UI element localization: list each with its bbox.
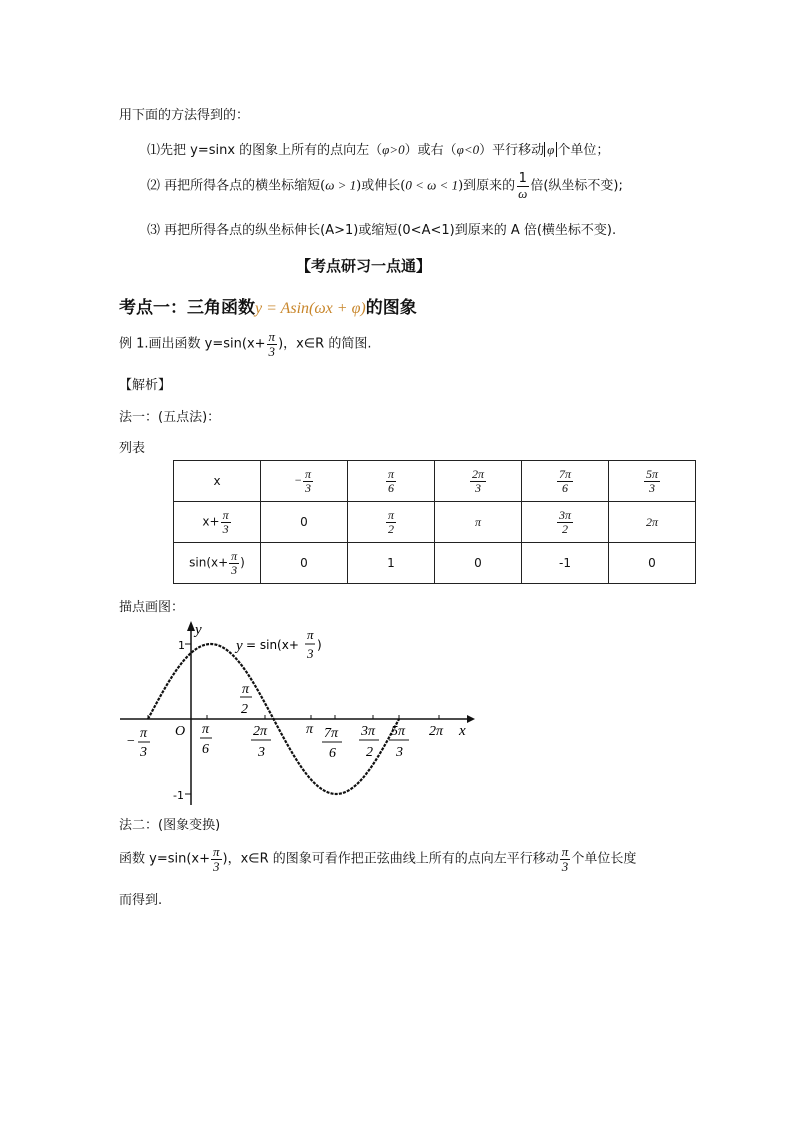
tick-5pi3-den: 3 xyxy=(396,745,403,760)
example-frac: $\frac{\pi}{3}$ xyxy=(268,329,276,359)
tick-pi6-num: π xyxy=(202,722,210,737)
step-2-text-3: 到原来的 xyxy=(463,178,516,194)
origin-label: O xyxy=(175,724,186,739)
curve-label-num: π xyxy=(307,627,314,642)
five-point-table xyxy=(173,460,696,584)
phi-positive: φ>0 xyxy=(382,142,405,157)
pi-half-num: π xyxy=(242,682,250,697)
y-minus-one-label: -1 xyxy=(173,789,184,802)
step-1-text-2: ）或右（ xyxy=(404,143,457,158)
step-2-text-2: 或伸长 xyxy=(361,178,401,194)
analysis-label: 【解析】 xyxy=(119,378,172,393)
conclusion-text-3: 个单位长度 xyxy=(571,851,637,867)
step-2-text: ⑵ 再把所得各点的横坐标缩短 xyxy=(147,178,321,194)
x-axis-label: x xyxy=(459,723,466,739)
sine-graph xyxy=(115,615,475,810)
kaodian-label: 考点一：三角函数 xyxy=(119,298,255,318)
example-1 xyxy=(119,330,371,358)
y-one-label: 1 xyxy=(178,639,185,652)
conclusion-frac-2: $\frac{\pi}{3}$ xyxy=(561,844,569,874)
step-2-text-4: 倍(纵坐标不变); xyxy=(530,178,623,194)
conclusion-text: 函数 y=sin(x+ xyxy=(119,851,211,867)
table-cell: 1 xyxy=(348,543,435,584)
omega-gt-1: ω > 1 xyxy=(325,177,357,193)
tick-3pi2-num: 3π xyxy=(361,724,376,739)
pi-half-den: 2 xyxy=(241,702,248,717)
table-row xyxy=(174,543,696,584)
curve-label-text: = sin(x+ xyxy=(246,638,299,652)
table-cell: $\frac{7\pi}{6}$ xyxy=(522,461,609,502)
table-cell: 0 xyxy=(261,543,348,584)
table-cell: x+ $\frac{\pi}{3}$ xyxy=(174,502,261,543)
tick-2pi: 2π xyxy=(429,724,444,739)
table-cell: x xyxy=(174,461,261,502)
tick-m-pi3-den: 3 xyxy=(140,745,147,760)
kaodian-suffix: 的图象 xyxy=(365,298,417,318)
intro-line: 用下面的方法得到的： xyxy=(119,108,250,123)
x-axis-arrow xyxy=(467,715,475,723)
table-row xyxy=(174,502,696,543)
tick-5pi3-num: 5π xyxy=(391,724,406,739)
conclusion-frac: $\frac{\pi}{3}$ xyxy=(213,844,220,874)
table-cell: 0 xyxy=(435,543,522,584)
table-cell: − $\frac{\pi}{3}$ xyxy=(261,461,348,502)
tick-7pi6-num: 7π xyxy=(324,726,339,741)
tick-minus-sign: − xyxy=(126,734,136,749)
tick-2pi3-den: 3 xyxy=(258,745,265,760)
abs-phi: φ xyxy=(544,142,557,157)
kaodian-heading xyxy=(119,293,417,318)
omega-range: 0 < ω < 1 xyxy=(405,177,459,193)
step-1-text-4: 个单位； xyxy=(557,143,610,158)
y-axis-arrow xyxy=(187,621,195,631)
table-cell: 0 xyxy=(261,502,348,543)
table-cell: $\frac{\pi}{6}$ xyxy=(348,461,435,502)
tick-3pi2-den: 2 xyxy=(366,745,373,760)
table-cell: -1 xyxy=(522,543,609,584)
plot-title: 描点画图： xyxy=(119,600,185,615)
conclusion-text-2: )，x∈R 的图象可看作把正弦曲线上所有的点向左平行移动 xyxy=(222,851,559,867)
y-axis-label: y xyxy=(195,622,202,638)
table-row xyxy=(174,461,696,502)
curve-label-den: 3 xyxy=(307,646,314,661)
step-1 xyxy=(147,139,609,158)
tick-2pi3-num: 2π xyxy=(253,724,268,739)
curve-label-y: y xyxy=(236,638,243,654)
tick-pi6-den: 6 xyxy=(202,742,209,757)
table-cell: π xyxy=(435,502,522,543)
example-text-2: )，x∈R 的简图. xyxy=(278,336,372,352)
step-1-text: ⑴先把 y=sinx 的图象上所有的点向左（ xyxy=(147,143,383,158)
table-cell: sin(x+ $\frac{\pi}{3}$ ) xyxy=(174,543,261,584)
table-cell: $\frac{5\pi}{3}$ xyxy=(609,461,696,502)
conclusion-line-2: 而得到. xyxy=(119,893,163,908)
phi-negative: φ<0 xyxy=(456,142,480,157)
tick-pi: π xyxy=(306,722,314,737)
table-cell: $\frac{2\pi}{3}$ xyxy=(435,461,522,502)
curve-label-close: ) xyxy=(317,638,322,652)
table-cell: $\frac{3\pi}{2}$ xyxy=(522,502,609,543)
method-2: 法二：(图象变换) xyxy=(119,818,221,833)
step-3: ⑶ 再把所得各点的纵坐标伸长(A>1)或缩短(0<A<1)到原来的 A 倍(横坐标不变). xyxy=(147,223,617,238)
step-2: ⑵ 再把所得各点的横坐标缩短(ω > 1)或伸长(0 < ω < 1)到原来的 $\frac{1}{\omega}$ 倍(纵坐标不变); xyxy=(147,171,623,201)
conclusion-line-1 xyxy=(119,845,636,873)
example-text: 例 1.画出函数 y=sin(x+ xyxy=(119,336,266,352)
tick-m-pi3-num: π xyxy=(140,726,148,741)
step-1-text-3: ）平行移动 xyxy=(479,143,545,158)
tick-7pi6-den: 6 xyxy=(329,746,336,761)
list-label: 列表 xyxy=(119,441,146,456)
table-cell: 2π xyxy=(609,502,696,543)
kaodian-formula: y = Asin(ωx + φ) xyxy=(255,300,366,317)
table-cell: 0 xyxy=(609,543,696,584)
method-1: 法一：(五点法)： xyxy=(119,410,221,425)
one-over-omega: $\frac{1}{\omega}$ xyxy=(518,171,528,201)
section-title: 【考点研习一点通】 xyxy=(296,257,432,275)
table-cell: $\frac{\pi}{2}$ xyxy=(348,502,435,543)
